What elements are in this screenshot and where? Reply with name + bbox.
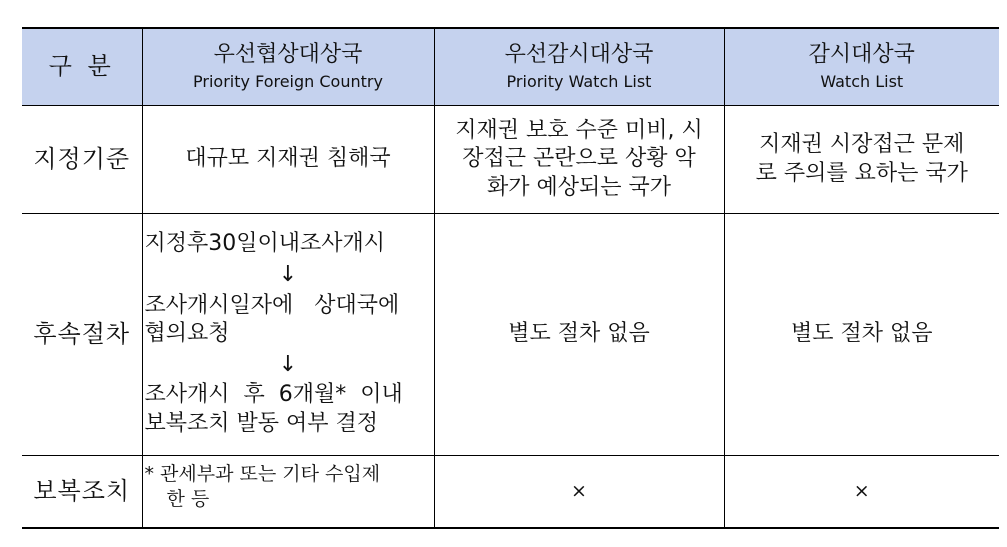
retaliation-col3-none: × <box>724 456 999 528</box>
header-col1-korean: 우선협상대상국 <box>213 42 363 68</box>
down-arrow-icon: ↓ <box>278 351 298 377</box>
header-category-label: 구 분 <box>48 52 115 81</box>
header-col1-english: Priority Foreign Country <box>193 71 383 91</box>
followup-procedure <box>142 214 434 456</box>
criteria-col2 <box>434 106 724 214</box>
criteria-col2-line3: 화가 예상되는 국가 <box>486 174 671 200</box>
retaliation-label: 보복조치 <box>22 456 142 528</box>
retaliation-row <box>22 456 999 528</box>
down-arrow-icon: ↓ <box>278 262 298 288</box>
criteria-col2-line1: 지재권 보호 수준 미비, 시 <box>455 117 703 143</box>
retaliation-note-line1: * 관세부과 또는 기타 수입제 <box>144 463 381 485</box>
retaliation-col2-none: × <box>434 456 724 528</box>
criteria-col2-line2: 장접근 곤란으로 상황 악 <box>462 146 696 172</box>
header-col3-english: Watch List <box>820 71 904 91</box>
header-col-priority-foreign <box>142 28 434 106</box>
followup-row <box>22 214 999 456</box>
criteria-col3 <box>724 106 999 214</box>
header-row <box>22 28 999 106</box>
followup-step1: 지정후30일이내조사개시 <box>144 231 386 257</box>
header-col3-korean: 감시대상국 <box>808 42 915 68</box>
followup-step2: 조사개시일자에 상대국에 <box>144 292 400 318</box>
criteria-row <box>22 106 999 214</box>
retaliation-note <box>142 456 434 528</box>
criteria-col3-line1: 지재권 시장접근 문제 <box>759 131 965 157</box>
followup-step3-cont: 보복조치 발동 여부 결정 <box>144 410 379 436</box>
header-col2-english: Priority Watch List <box>506 71 652 91</box>
followup-label: 후속절차 <box>22 214 142 456</box>
header-col-priority-watch <box>434 28 724 106</box>
header-col-watch <box>724 28 999 106</box>
followup-col3: 별도 절차 없음 <box>724 214 999 456</box>
followup-step2-cont: 협의요청 <box>144 321 230 347</box>
criteria-col1: 대규모 지재권 침해국 <box>142 106 434 214</box>
retaliation-note-line2: 한 등 <box>166 487 210 510</box>
criteria-label: 지정기준 <box>22 106 142 214</box>
comparison-table <box>22 27 999 529</box>
header-col2-korean: 우선감시대상국 <box>504 42 654 68</box>
header-category <box>22 28 142 106</box>
followup-col2: 별도 절차 없음 <box>434 214 724 456</box>
followup-step3: 조사개시 후 6개월* 이내 <box>144 382 403 408</box>
criteria-col3-line2: 로 주의를 요하는 국가 <box>755 160 968 186</box>
